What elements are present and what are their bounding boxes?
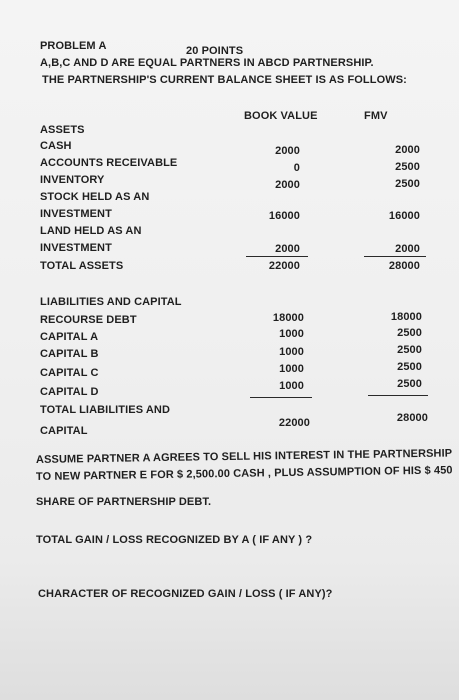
liab-book-capital-b: 1000 <box>279 346 304 358</box>
assume-line-3: SHARE OF PARTNERSHIP DEBT. <box>36 496 212 508</box>
liab-book-recourse: 18000 <box>272 312 304 324</box>
liab-fmv-total: 28000 <box>396 412 428 424</box>
asset-book-land: 2000 <box>275 243 300 255</box>
asset-fmv-total: 28000 <box>388 260 420 272</box>
liab-fmv-capital-d: 2500 <box>397 378 422 390</box>
assets-heading: ASSETS <box>40 124 85 136</box>
liab-fmv-capital-a: 2500 <box>397 327 422 339</box>
question-character-gain-loss: CHARACTER OF RECOGNIZED GAIN / LOSS ( IF ANY)? <box>38 588 333 600</box>
liab-label-capital-b: CAPITAL B <box>40 348 99 360</box>
problem-title: PROBLEM A <box>40 40 107 52</box>
asset-label-cash: CASH <box>40 140 72 152</box>
col-header-book-value: BOOK VALUE <box>244 110 318 122</box>
liab-label-total-1: TOTAL LIABILITIES AND <box>40 404 171 416</box>
asset-book-inventory: 2000 <box>275 179 300 191</box>
asset-label-ar: ACCOUNTS RECEIVABLE <box>40 157 178 169</box>
liab-fmv-total-rule <box>368 395 428 396</box>
assets-fmv-total-rule <box>364 256 426 257</box>
liabilities-heading: LIABILITIES AND CAPITAL <box>40 296 182 308</box>
liab-label-capital-d: CAPITAL D <box>40 386 99 398</box>
assets-book-total-rule <box>246 256 308 257</box>
asset-book-ar: 0 <box>293 162 300 174</box>
assume-line-2: TO NEW PARTNER E FOR $ 2,500.00 CASH , PLUS ASSUMPTION OF HIS $ 450 <box>35 464 453 483</box>
liab-fmv-capital-b: 2500 <box>397 344 422 356</box>
assume-line-1: ASSUME PARTNER A AGREES TO SELL HIS INTEREST IN THE PARTNERSHIP <box>35 447 453 466</box>
asset-fmv-cash: 2000 <box>395 144 420 156</box>
liab-label-total-2: CAPITAL <box>40 425 88 437</box>
col-header-fmv: FMV <box>364 110 388 122</box>
liab-label-capital-a: CAPITAL A <box>40 331 99 343</box>
liab-fmv-capital-c: 2500 <box>397 361 422 373</box>
liab-book-capital-d: 1000 <box>279 380 304 392</box>
asset-label-inventory: INVENTORY <box>40 174 105 186</box>
asset-label-land-2: INVESTMENT <box>40 242 112 254</box>
asset-label-stock-2: INVESTMENT <box>40 208 112 220</box>
liab-fmv-recourse: 18000 <box>390 311 422 323</box>
asset-book-stock: 16000 <box>268 210 300 222</box>
asset-fmv-land: 2000 <box>395 243 420 255</box>
points-label: 20 POINTS <box>186 45 244 57</box>
asset-label-total: TOTAL ASSETS <box>40 260 124 272</box>
intro-line-1: A,B,C AND D ARE EQUAL PARTNERS IN ABCD PARTNERSHIP. <box>40 57 374 69</box>
question-total-gain-loss: TOTAL GAIN / LOSS RECOGNIZED BY A ( IF ANY ) ? <box>36 534 313 546</box>
liab-book-capital-a: 1000 <box>279 328 304 340</box>
asset-fmv-ar: 2500 <box>395 161 420 173</box>
liab-book-total-rule <box>250 397 312 398</box>
asset-book-cash: 2000 <box>275 145 300 157</box>
liab-label-capital-c: CAPITAL C <box>40 367 99 379</box>
asset-label-stock-1: STOCK HELD AS AN <box>40 191 150 203</box>
liab-label-recourse: RECOURSE DEBT <box>40 314 137 326</box>
liab-book-capital-c: 1000 <box>279 363 304 375</box>
asset-label-land-1: LAND HELD AS AN <box>40 225 142 237</box>
asset-book-total: 22000 <box>268 260 300 272</box>
intro-line-2: THE PARTNERSHIP'S CURRENT BALANCE SHEET IS AS FOLLOWS: <box>42 74 407 86</box>
liab-book-total: 22000 <box>278 417 310 429</box>
asset-fmv-inventory: 2500 <box>395 178 420 190</box>
asset-fmv-stock: 16000 <box>388 210 420 222</box>
